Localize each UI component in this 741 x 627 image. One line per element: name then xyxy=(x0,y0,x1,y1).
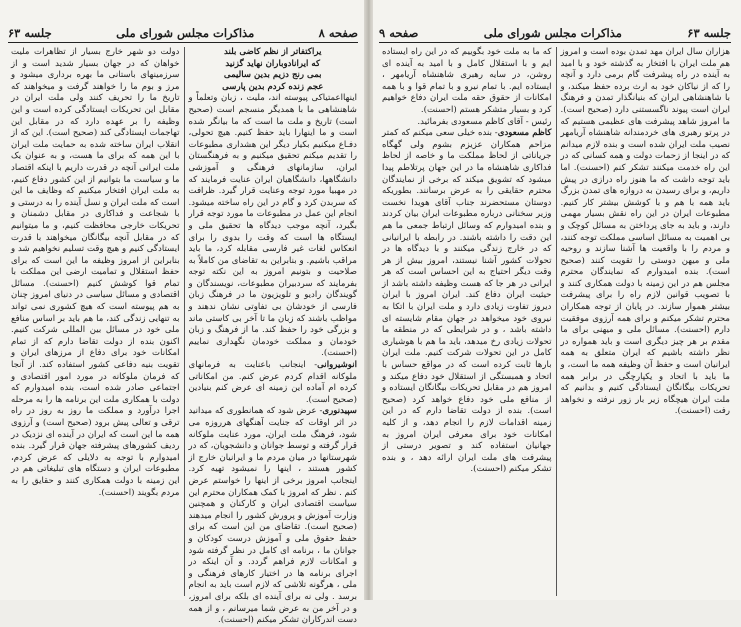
verse-line: بمی رنج دزیم بدین سالیمی xyxy=(223,70,322,81)
page-number: صفحه ۹ xyxy=(379,26,419,40)
column-right xyxy=(186,47,361,626)
text-columns xyxy=(8,47,360,626)
page-header xyxy=(379,20,731,43)
column-left xyxy=(379,47,555,596)
paragraph: که ما به ملت خود بگوییم که در این راه ایستاده ایم و با استقلال کامل و با امید به آینده ای روشن، در سایه رهبری شاهنشاه آریامهر ، ایستاده ایم. با تمام نیرو و با تمام قوا و با همه امکانات از حقوق حقه ملت ایران دفاع خواهیم کرد و بسیار متشکر هستم (احسنت). xyxy=(382,47,552,115)
session-label: جلسه ۶۳ xyxy=(687,26,731,40)
speech-text: - بنده خیلی سعی میکنم که کمتر مزاحم همکاران عزیزم بشوم ولی گهگاه جریاناتی از لحاظ مملکت ما و خاصه از لحاظ فداکاری شاهنشاه ما در این جهان پرتلاطم پیدا میشود که تشویق میکند که برخی از نمایندگان محترم حقایقی را به عرض برسانند. بطوریکه دوستان مستحضرند جناب آقای هویدا نخست وزیر سخنانی درباره مطبوعات ایران بیان کردند و بنده امیدوارم که وسائل ارتباط جمعی ما هم این دقت را داشته باشند. در رابطه با ایرانیانی که در خارج زندگی میکنند و با دیدگاه ها در تحولات کشور آشنا نیستند، امروز بیش از هر وقت دیگر احتیاج به این احساس است که هر ایرانی در هر جا که هست وظیفه داشته باشد از حیثیت ایران دفاع کند. ایران امروز با ایران دیروز تفاوت زیادی دارد و ملت ایران با اتکا به نیروی خود میخواهد در جهان مقام شایسته ای داشته باشد ، و در شرایطی که در منطقه ما تحولات زیادی رخ میدهد، باید ما هم با هوشیاری کامل در این تحولات شرکت کنیم. ملت ایران بارها ثابت کرده است که در مواقع حساس با اتحاد و همبستگی از استقلال خود دفاع میکند و امروز هم در مقابل تحریکات بیگانگان ایستاده و از منافع ملی خود دفاع خواهد کرد (صحیح است). بنده از دولت تقاضا دارم که در این زمینه اقدامات لازم را انجام دهد، و از کلیه امکانات خود برای معرفی ایران امروز به جهانیان استفاده کند و تصویر درستی از پیشرفت های ملت ایران ارائه دهد ، و بنده تشکر میکنم (احسنت). xyxy=(382,128,552,475)
speech-text: - اینجانب باعنایت به فرمانهای ملوکانه اقدام کردم عرض کنم. من امکاناتی کرده ام آماده این زمینه ای عرض کنم بنیادین (صحیح است). xyxy=(188,360,357,405)
speaker-name: سپیدنوری xyxy=(322,406,357,417)
speech xyxy=(189,406,358,626)
column-divider xyxy=(556,47,557,596)
speech-text: - عرض شود که همانطوری که میدانید در اثر اوقات که جنایت آهنگهای هرروزه می شود، فرهنگ ملت ایران، مورد عنایت ملوکانه قرار گرفته و توسط جوانان و دانشجویان، که در شهرستانها در میان مردم ما و ایرانیان خارج از کشور هستند ، اینها را نمیشود تهیه کرد. اینجانب امروز برخی از اینها را خواستم عرض کنم . نظر که امروز با کمک همکاران محترم این سیاست اقتصادی ایران و کارکنان و همچنین وزارت آموزش و پرورش کشور را انجام میدهند (صحیح است). تقاضای من این است که برای حفظ حقوق ملی و آموزش درست کودکان و جوانان ما ، برنامه ای کامل در نظر گرفته شود و امکانات لازم فراهم گردد. و آن اینکه در اجرای برنامه ها در اختیار کارهای فرهنگی و ملی ، هرگونه تلاشی که لازم است باید به انجام برسد . ولی نه برای آینده ای بلکه برای امروز، و در آخر من به عرض شما میرسانم ، و از همه دست اندرکاران تشکر میکنم (احسنت). xyxy=(188,406,357,626)
paragraph: هزاران سال ایران مهد تمدن بوده است و امروز هم ملت ایران با افتخار به گذشته خود و با امید به آینده در راه پیشرفت گام برمی دارد و آنچه را که از نیاکان خود به ارث برده حفظ میکند، و با شاهنشاهی ایران که بنیانگذار تمدن و فرهنگ ایران است پیوند ناگسستنی دارد (صحیح است). ما امروز شاهد پیشرفت های عظیمی هستیم که در پرتو رهبری های خردمندانه شاهنشاه آریامهر نصیب ملت ایران شده است و بنده لازم میدانم که در اینجا از زحمات دولت و همه کسانی که در این راه خدمت میکنند تشکر کنم (احسنت). اما باید توجه داشت که ما هنوز راه درازی در پیش داریم، و برای رسیدن به دروازه های تمدن بزرگ باید همه با هم و با کوشش بیشتر کار کنیم. مطبوعات ایران در این راه نقش بسیار مهمی دارند، و باید به جای پرداختن به مسائل کوچک و بی اهمیت به مسائل اساسی مملکت توجه کنند، و مردم را با واقعیت ها آشنا سازند و روحیه ملی و میهن دوستی را تقویت کنند (صحیح است). بنده امیدوارم که نمایندگان محترم مجلس هم در این زمینه با دولت همکاری کنند و با تصویب قوانین لازم راه را برای پیشرفت بیشتر هموار سازند. در پایان از توجه همکاران محترم تشکر میکنم و برای همه آرزوی موفقیت دارم (احسنت). مسائل ملی و میهنی برای ما مقدم بر هر چیز دیگری است و باید همواره در نظر داشته باشیم که ایران متعلق به همه ایرانیان است و حفظ آن وظیفه همه ما است، و ما باید با اتحاد و یکپارچگی در برابر همه تحریکات بیگانگان ایستادگی کنیم و بدانیم که ملت ایران هیچگاه زیر بار زور نرفته و نخواهد رفت (احسنت). xyxy=(560,47,730,417)
speaker-name: کاظم مسعودی xyxy=(497,128,552,139)
page-9 xyxy=(373,0,741,600)
verse-line: که ایرانادوباران نهاید گزنید xyxy=(225,58,321,69)
speaker-name: انوشیروانی xyxy=(317,360,357,371)
page-header xyxy=(8,20,358,43)
text-columns xyxy=(379,47,733,596)
verse-line: یراکتفاتر از نظم کاضی بلند xyxy=(224,47,322,57)
paragraph: اینهااعمتیاکی پیوسته اند، ملیت ، زبان وتعلماً و شاهنشاهی ما با همدیگر منسجم است (صحیح است) تاریخ و ملت ما است که ما بیانگر شده است و ما اینهارا باید حفظ کنیم. هیچ تحولی، دفـاع میکنیم بکیار دیگر این هشداری مطبوعات را تقدیم میکنم تحقیق میکنیم و به فرهنگستان ایران، سازمانهای فرهنگی و آموزشی دانشگاهها، دانشگاهیان ایران عنایت فرمایند که در مهبیا مورد توجه وعنایت قرار گیرد. ظرافت که سربدن کرد و گام در این راه ساخته میشود. انجام این عمل در مطبوعات ما مورد توجه قرار بگیرد، آنچه موجب دیدگاه ها تحقیق ملی و ایستگاه ها است که وقت را بدوی را برای انعکاس لغات غیر فارسی مقابله کرد، ما باید مراقب باشیم. و بنابراین به تقاضای من کاملاً به صلاحیت و بتونیم امروز به این نکته توجه بفرمایند که سردبیران مطبوعات، نویسندگان و گویندگان رادیو و تلویزیون ما در فرهنگ زبان فارسی از خودشان بی تفاوتی نشان ندهند و مواظب باشند که زبان ما تا آخر بی کاستی ماند و بزرگی خود را حفظ کند. ما از فرهنگ و زبان خودمان و مملکت خودمان نگهداری نماییم (احسنت). xyxy=(188,93,357,359)
speaker-call: رئیس - آقای کاظم مسعودی بفرمائید. xyxy=(417,116,552,127)
journal-title: مذاکرات مجلس شورای ملی xyxy=(483,26,622,40)
page-number: صفحه ۸ xyxy=(318,26,358,40)
verse-line: عجم زنده کردم بدین پارسی xyxy=(222,81,324,92)
paragraph: دولت دو شهر خارج بسیار از تظاهرات ملیت خواهان که در جهان بسیار شدید است و از سرزمینهای باستانی ما بهره برداری میشود و مرز و بوم ما را خواهند گرفت و میخواهند که تاریخ ما را تحریف کنند ولی ملت ایران در مقابل این تحریکات ایستادگی کرده است و این وظیفه را بر عهده دارد که در مقابل این تهاجمات ایستادگی کند (صحیح است). این که از انقلاب ایران ساخته شده به حمایت ملت ایران با این همه که برای ما هست، و به عنوان یک ملت ایرانی آنچه در قدرت داریم با اینکه اقتصاد ما و سیاست ما بتوانیم از این کشور دفاع کنیم، به ملت ایران افتخار میکنیم که وظایف ما این است که ملت ایران و نسل آینده را به درستی و با شجاعت و فداکاری در مقابل دشمنان و تحریکات خارجی محافظت کنیم، و ما میتوانیم که در مقابل آنچه بیگانگان میخواهند با قدرت ایستادگی کنیم و هیچ وقت تسلیم نخواهیم شد و بنابراین از امروز وظیفه ما این است که برای حفظ استقلال و تمامیت ارضی این مملکت با تمام قوا کوشش کنیم (احسنت). مسائل اقتصادی و مسائل سیاسی در دنیای امروز چنان به هم پیوسته است که هیچ کشوری نمی تواند به تنهایی زندگی کند، ما هم باید بر اساس منافع ملی خود در مسائل بین المللی شرکت کنیم. اکنون بنده از دولت تقاضا دارم که از تمام امکانات خود برای دفاع از مرزهای ایران و تقویت بنیه دفاعی کشور استفاده کند. از آنجا که فرمان ملوکانه در مورد امور اقتصادی و اجتماعی صادر شده است، بنده امیدوارم که دولت با همکاری ملت این برنامه ها را به مرحله اجرا درآورد و مملکت ما روز به روز در راه ترقی و تعالی پیش برود (صحیح است) و آرزوی همه ما این است که ایران در آینده ای نزدیک در ردیف کشورهای پیشرفته جهان قرار گیرد. بنده امیدوارم با توجه به دلایلی که عرض کردم، مطبوعات ایران و دستگاه های تبلیغاتی هم در این زمینه با دولت همکاری کنند و حقایق را به مردم بگویند (احسنت). xyxy=(11,47,180,498)
speech xyxy=(382,128,552,476)
column-right xyxy=(558,47,734,596)
column-left xyxy=(8,47,183,596)
session-label: جلسه ۶۳ xyxy=(8,26,52,40)
speech xyxy=(189,360,358,406)
page-8 xyxy=(0,0,366,626)
column-divider xyxy=(184,47,185,596)
journal-title: مذاکرات مجلس شورای ملی xyxy=(116,26,255,40)
